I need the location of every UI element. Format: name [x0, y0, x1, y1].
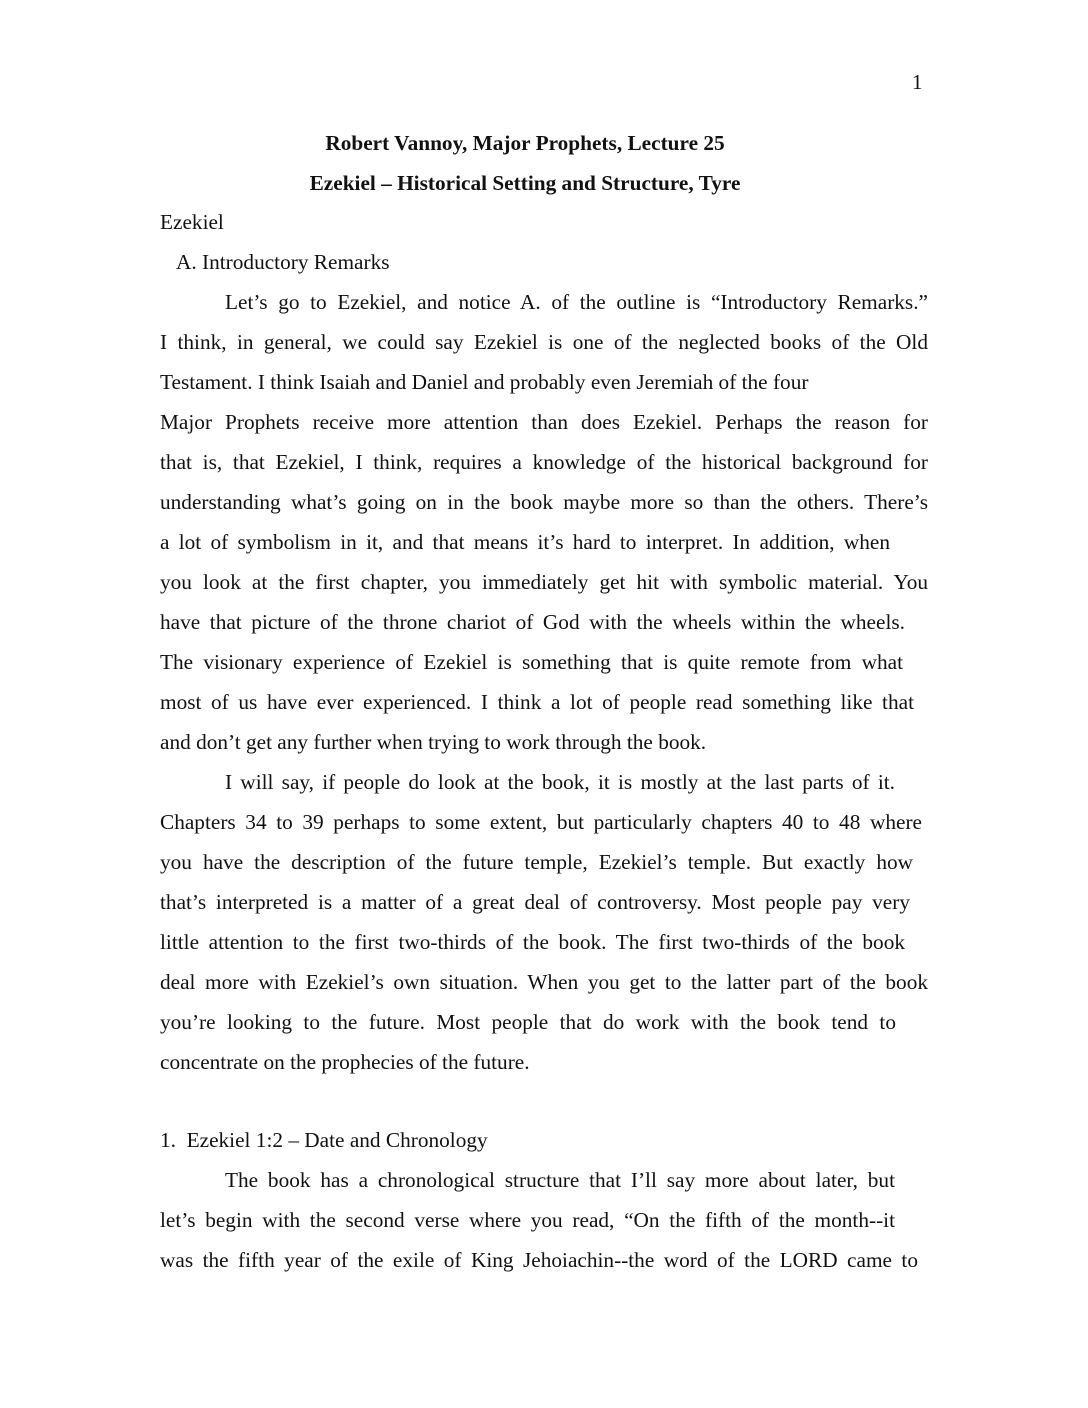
page-number: 1	[912, 70, 923, 94]
paragraph-line: deal more with Ezekiel’s own situation. When you get to the latter part of the book	[160, 970, 928, 994]
paragraph-line: The visionary experience of Ezekiel is something that is quite remote from what	[160, 650, 903, 674]
paragraph-line: I think, in general, we could say Ezekiel is one of the neglected books of the Old	[160, 330, 928, 354]
paragraph-line: let’s begin with the second verse where you read, “On the fifth of the month--it	[160, 1208, 895, 1232]
paragraph-line: have that picture of the throne chariot of God with the wheels within the wheels.	[160, 610, 905, 634]
paragraph-line: Major Prophets receive more attention than does Ezekiel. Perhaps the reason for	[160, 410, 928, 434]
document-title: Robert Vannoy, Major Prophets, Lecture 25	[325, 131, 725, 155]
paragraph-line: a lot of symbolism in it, and that means it’s hard to interpret. In addition, when	[160, 530, 890, 554]
paragraph-line: was the fifth year of the exile of King Jehoiachin--the word of the LORD came to	[160, 1248, 918, 1272]
subheading-introductory-remarks: A. Introductory Remarks	[176, 250, 390, 274]
paragraph-line: most of us have ever experienced. I think a lot of people read something like that	[160, 690, 914, 714]
section-heading: Ezekiel	[160, 210, 224, 234]
paragraph-line: Testament. I think Isaiah and Daniel and probably even Jeremiah of the four	[160, 370, 809, 394]
paragraph-line: Let’s go to Ezekiel, and notice A. of the outline is “Introductory Remarks.”	[225, 290, 928, 314]
paragraph-line: you look at the first chapter, you immediately get hit with symbolic material. You	[160, 570, 928, 594]
paragraph-line: you’re looking to the future. Most people that do work with the book tend to	[160, 1010, 896, 1034]
subheading-date-and-chronology: 1. Ezekiel 1:2 – Date and Chronology	[160, 1128, 488, 1152]
paragraph-line: that is, that Ezekiel, I think, requires a knowledge of the historical background for	[160, 450, 928, 474]
paragraph-line: little attention to the first two-thirds of the book. The first two-thirds of the book	[160, 930, 905, 954]
paragraph-line: concentrate on the prophecies of the future.	[160, 1050, 530, 1074]
paragraph-line: understanding what’s going on in the book maybe more so than the others. There’s	[160, 490, 928, 514]
paragraph-line: The book has a chronological structure that I’ll say more about later, but	[225, 1168, 895, 1192]
paragraph-line: and don’t get any further when trying to work through the book.	[160, 730, 707, 754]
paragraph-line: Chapters 34 to 39 perhaps to some extent, but particularly chapters 40 to 48 where	[160, 810, 922, 834]
paragraph-line: I will say, if people do look at the book, it is mostly at the last parts of it.	[225, 770, 895, 794]
paragraph-line: you have the description of the future temple, Ezekiel’s temple. But exactly how	[160, 850, 913, 874]
document-subtitle: Ezekiel – Historical Setting and Structure, Tyre	[309, 171, 741, 195]
paragraph-line: that’s interpreted is a matter of a great deal of controversy. Most people pay very	[160, 890, 910, 914]
